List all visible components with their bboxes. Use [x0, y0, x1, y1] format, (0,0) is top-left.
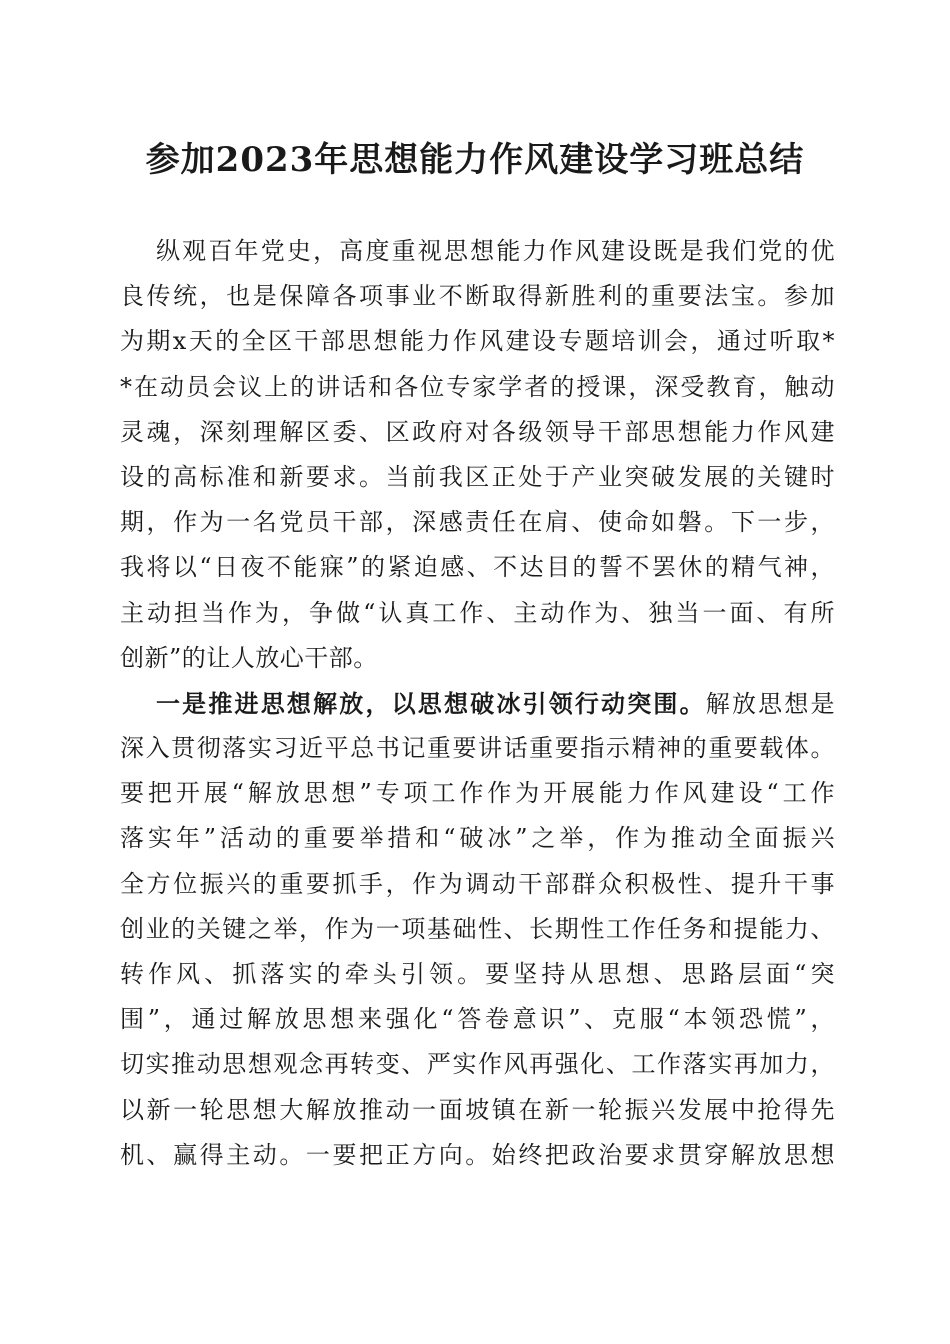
document-title: 参加2023年思想能力作风建设学习班总结 — [145, 140, 805, 180]
paragraph-1-line: 我将以“日夜不能寐”的紧迫感、不达目的誓不罢休的精气神， — [120, 553, 835, 582]
paragraph-1-line: *在动员会议上的讲话和各位专家学者的授课，深受教育，触动 — [120, 372, 835, 401]
paragraph-2-lead: 一是推进思想解放，以思想破冰引领行动突围。 — [156, 688, 706, 718]
paragraph-1-line: 期，作为一名党员干部，深感责任在肩、使命如磐。下一步， — [120, 508, 835, 537]
paragraph-2-line: 深入贯彻落实习近平总书记重要讲话重要指示精神的重要载体。 — [120, 734, 835, 763]
paragraph-2-line: 转作风、抓落实的牵头引领。要坚持从思想、思路层面“突 — [120, 960, 835, 988]
paragraph-2-line: 以新一轮思想大解放推动一面坡镇在新一轮振兴发展中抢得先 — [120, 1095, 835, 1124]
paragraph-2-line: 切实推动思想观念再转变、严实作风再强化、工作落实再加力， — [120, 1050, 835, 1079]
paragraph-1-line: 灵魂，深刻理解区委、区政府对各级领导干部思想能力作风建 — [120, 417, 835, 446]
paragraph-2-line: 落实年”活动的重要举措和“破冰”之举，作为推动全面振兴 — [120, 824, 835, 853]
paragraph-2-first-rest: 解放思想是 — [705, 689, 836, 718]
paragraph-2-first-line — [120, 681, 835, 726]
paragraph-2-line: 围”，通过解放思想来强化“答卷意识”、克服“本领恐慌”， — [120, 1005, 835, 1034]
paragraph-1-line: 良传统，也是保障各项事业不断取得新胜利的重要法宝。参加 — [120, 282, 835, 311]
paragraph-2-line: 要把开展“解放思想”专项工作作为开展能力作风建设“工作 — [120, 779, 835, 808]
paragraph-2-line: 全方位振兴的重要抓手，作为调动干部群众积极性、提升干事 — [120, 869, 835, 898]
paragraph-1-line: 主动担当作为，争做“认真工作、主动作为、独当一面、有所 — [120, 598, 835, 627]
paragraph-2-line: 机、赢得主动。一要把正方向。始终把政治要求贯穿解放思想 — [120, 1140, 835, 1169]
paragraph-2-line: 创业的关键之举，作为一项基础性、长期性工作任务和提能力、 — [120, 914, 835, 943]
document-body — [120, 229, 835, 1178]
paragraph-1-line: 纵观百年党史，高度重视思想能力作风建设既是我们党的优 — [156, 237, 835, 265]
paragraph-1-line: 为期x天的全区干部思想能力作风建设专题培训会，通过听取* — [120, 327, 835, 356]
paragraph-1-line: 创新”的让人放心干部。 — [120, 643, 378, 672]
paragraph-1-line: 设的高标准和新要求。当前我区正处于产业突破发展的关键时 — [120, 462, 835, 491]
